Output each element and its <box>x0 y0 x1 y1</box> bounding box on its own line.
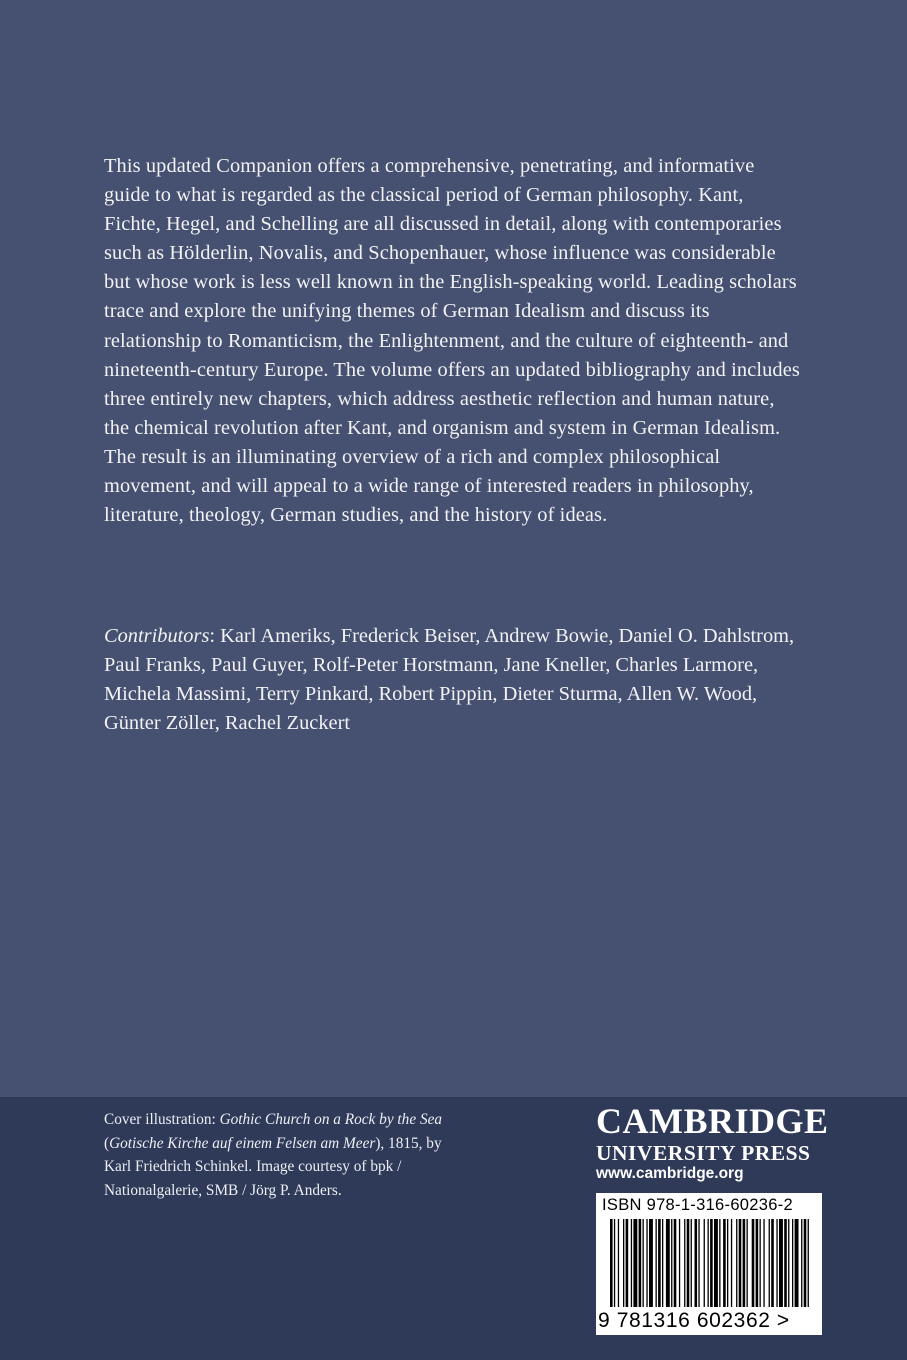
barcode-bar <box>698 1219 699 1307</box>
barcode-bar <box>671 1219 672 1307</box>
barcode-bar <box>795 1219 799 1307</box>
publisher-press: UNIVERSITY PRESS <box>596 1141 811 1165</box>
barcode-bar <box>714 1219 718 1307</box>
barcode-bar <box>792 1219 793 1307</box>
publisher-name: CAMBRIDGE <box>596 1101 829 1141</box>
barcode-bar <box>801 1219 802 1307</box>
barcode-bar <box>788 1219 789 1307</box>
barcode-bar <box>623 1219 624 1307</box>
credit-german-title: Gotische Kirche auf einem Felsen am Meer <box>109 1134 376 1152</box>
barcode-bar <box>779 1219 783 1307</box>
barcode-bar <box>710 1219 713 1307</box>
isbn-label: ISBN 978-1-316-60236-2 <box>602 1196 793 1214</box>
barcode-bar <box>687 1219 690 1307</box>
contributors-label: Contributors <box>104 625 210 647</box>
barcode-bar <box>743 1219 746 1307</box>
barcode-bar <box>610 1219 613 1307</box>
barcode-bar <box>666 1219 670 1307</box>
barcode-bar <box>736 1219 737 1307</box>
barcode-bar <box>662 1219 663 1307</box>
publisher-logo <box>596 1100 829 1165</box>
barcode-bar <box>784 1219 787 1307</box>
barcode-bar <box>633 1219 637 1307</box>
barcode-bar <box>769 1219 770 1307</box>
barcode-bar <box>649 1219 653 1307</box>
barcode-bar <box>776 1219 777 1307</box>
credit-suffix: ), 1815, by Karl Friedrich Schinkel. Image courtesy of bpk / Nationalgalerie, SMB / Jörg P. Anders. <box>104 1134 442 1199</box>
barcode-bar <box>719 1219 720 1307</box>
barcode-bar <box>614 1219 615 1307</box>
credit-open-paren: ( <box>104 1134 110 1152</box>
barcode-bar <box>747 1219 748 1307</box>
barcode-bar <box>731 1219 732 1307</box>
barcode-bar <box>626 1219 629 1307</box>
barcode-bar <box>656 1219 657 1307</box>
contributors-names: : Karl Ameriks, Frederick Beiser, Andrew Bowie, Daniel O. Dahlstrom, Paul Franks, Paul Guyer, Rolf-Peter Horstmann, Jane Kneller, Charles Larmore, Michela Massimi, Terry Pinkard, Robert Pippin, Dieter Sturma, Allen W. Wood, Günter Zöller, Rachel Zuckert <box>104 625 795 735</box>
barcode-bar <box>739 1219 742 1307</box>
barcode-bar <box>646 1219 647 1307</box>
barcode-bar <box>639 1219 642 1307</box>
barcode-digits: 9 781316 602362 > <box>598 1309 790 1332</box>
contributors-list <box>104 622 804 738</box>
barcode-bar <box>631 1219 632 1307</box>
barcode-bar <box>674 1219 677 1307</box>
barcode-bar <box>804 1219 807 1307</box>
barcode-bar <box>704 1219 705 1307</box>
barcode-bar <box>691 1219 692 1307</box>
barcode-bar <box>771 1219 774 1307</box>
barcode-bar <box>727 1219 728 1307</box>
barcode-bar <box>658 1219 661 1307</box>
book-description: This updated Companion offers a comprehensive, penetrating, and informative guide to what is regarded as the classical period of German philosophy. Kant, Fichte, Hegel, and Schelling are all discussed in detail, along with contemporaries such as Hölderlin, Novalis, and Schopenhauer, whose influence was considerable but whose work is less well known in the English-speaking world. Leading scholars trace and explore the unifying themes of German Idealism and discuss its relationship to Romanticism, the Enlightenment, and the culture of eighteenth- and nineteenth-century Europe. The volume offers an updated bibliography and includes three entirely new chapters, which address aesthetic reflection and human nature, the chemical revolution after Kant, and organism and system in German Idealism. The result is an illuminating overview of a rich and complex philosophical movement, and will appeal to a wide range of interested readers in philosophy, literature, theology, German studies, and the history of ideas. <box>104 155 800 527</box>
barcode-bar <box>695 1219 698 1307</box>
barcode-bar <box>756 1219 759 1307</box>
barcode-bar <box>808 1219 809 1307</box>
publisher-url: www.cambridge.org <box>596 1165 744 1182</box>
barcode-bar <box>752 1219 755 1307</box>
barcode-bar <box>708 1219 709 1307</box>
barcode-bar <box>684 1219 685 1307</box>
barcode-bar <box>760 1219 761 1307</box>
barcode-bar <box>679 1219 680 1307</box>
cover-illustration-credit <box>104 1108 464 1202</box>
barcode-bar <box>763 1219 764 1307</box>
credit-title: Gothic Church on a Rock by the Sea <box>219 1111 443 1128</box>
barcode-bar <box>643 1219 644 1307</box>
credit-prefix: Cover illustration: <box>104 1111 220 1128</box>
barcode-icon <box>602 1219 816 1309</box>
isbn-barcode-box <box>596 1193 822 1335</box>
barcode-bar <box>618 1219 619 1307</box>
barcode-bar <box>723 1219 726 1307</box>
